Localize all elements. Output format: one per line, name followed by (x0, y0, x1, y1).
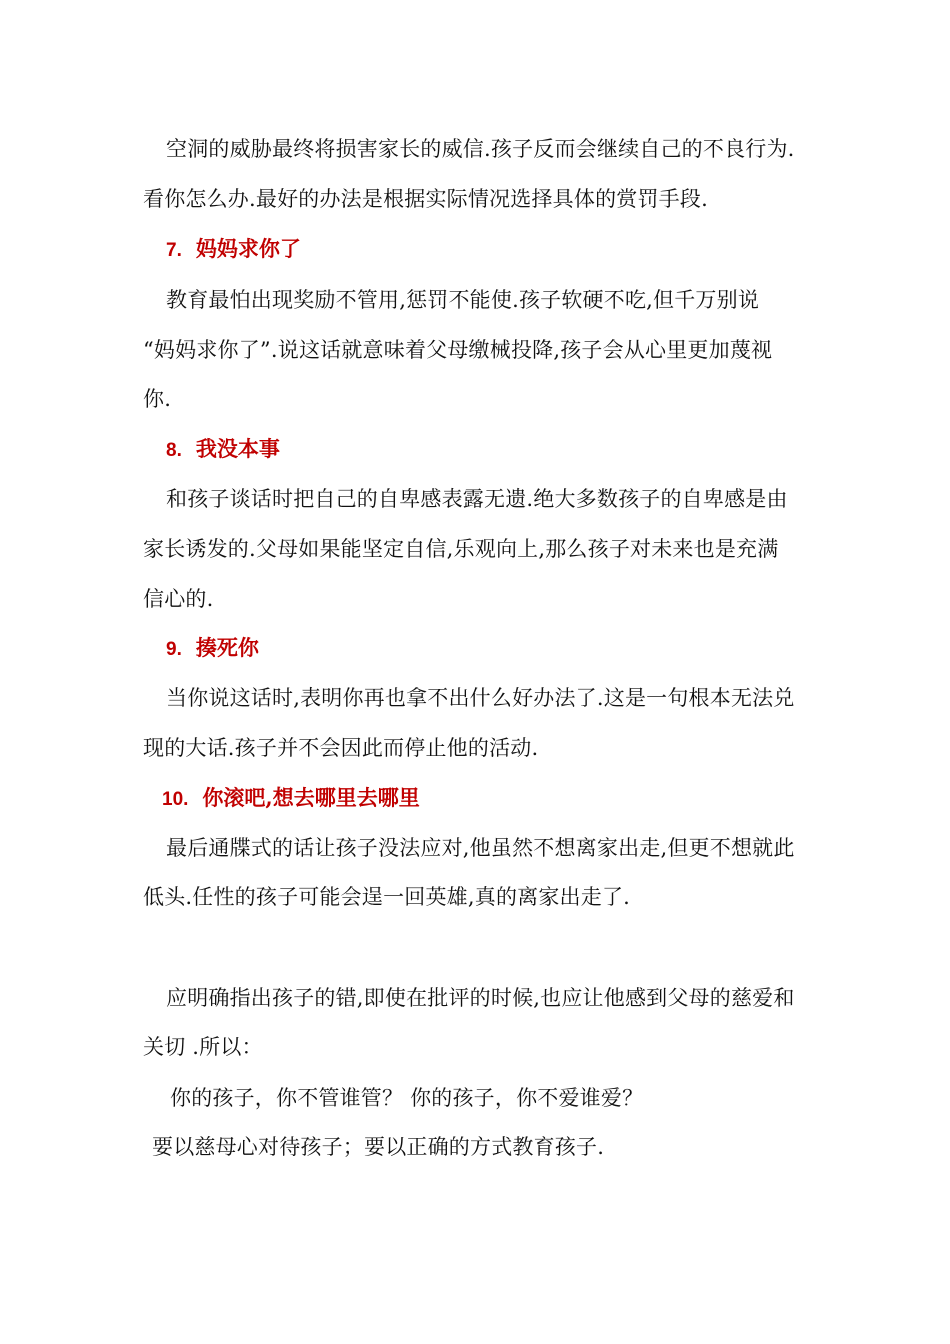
paragraph-line: 应明确指出孩子的错,即使在批评的时候,也应让他感到父母的慈爱和 (166, 986, 795, 1010)
paragraph-line: 看你怎么办.最好的办法是根据实际情况选择具体的赏罚手段. (143, 187, 708, 211)
paragraph-line: 空洞的威胁最终将损害家长的威信.孩子反而会继续自己的不良行为. (166, 137, 795, 161)
slogan-line: 你的孩子，你不管谁管？ 你的孩子，你不爱谁爱？ (170, 1086, 644, 1110)
section-heading-9 (166, 634, 259, 664)
paragraph-line: 关切 .所以： (143, 1035, 263, 1059)
heading-title: 妈妈求你了 (195, 236, 301, 261)
paragraph-line: 低头.任性的孩子可能会逞一回英雄,真的离家出走了. (143, 885, 631, 909)
paragraph-line: 最后通牒式的话让孩子没法应对,他虽然不想离家出走,但更不想就此 (166, 836, 795, 860)
paragraph-line: 当你说这话时,表明你再也拿不出什么好办法了.这是一句根本无法兑 (166, 686, 795, 710)
heading-title: 揍死你 (195, 635, 259, 660)
heading-number: 8. (166, 440, 182, 461)
paragraph-line: 信心的. (143, 587, 214, 611)
section-heading-8 (166, 435, 280, 465)
heading-title: 我没本事 (195, 436, 280, 461)
paragraph-line: 你. (143, 387, 172, 411)
heading-number: 10. (162, 789, 189, 810)
heading-number: 7. (166, 240, 182, 261)
paragraph-line: 家长诱发的.父母如果能坚定自信,乐观向上,那么孩子对未来也是充满 (143, 537, 779, 561)
section-heading-7 (166, 235, 301, 265)
slogan-line: 要以慈母心对待孩子；要以正确的方式教育孩子. (152, 1135, 605, 1159)
paragraph-line: 和孩子谈话时把自己的自卑感表露无遗.绝大多数孩子的自卑感是由 (166, 487, 788, 511)
paragraph-line: 教育最怕出现奖励不管用,惩罚不能使.孩子软硬不吃,但千万别说 (166, 288, 760, 312)
paragraph-line: “妈妈求你了”.说这话就意味着父母缴械投降,孩子会从心里更加蔑视 (143, 338, 773, 362)
heading-number: 9. (166, 639, 182, 660)
section-heading-10 (162, 784, 420, 814)
heading-title: 你滚吧,想去哪里去哪里 (202, 785, 420, 810)
paragraph-line: 现的大话.孩子并不会因此而停止他的活动. (143, 736, 539, 760)
